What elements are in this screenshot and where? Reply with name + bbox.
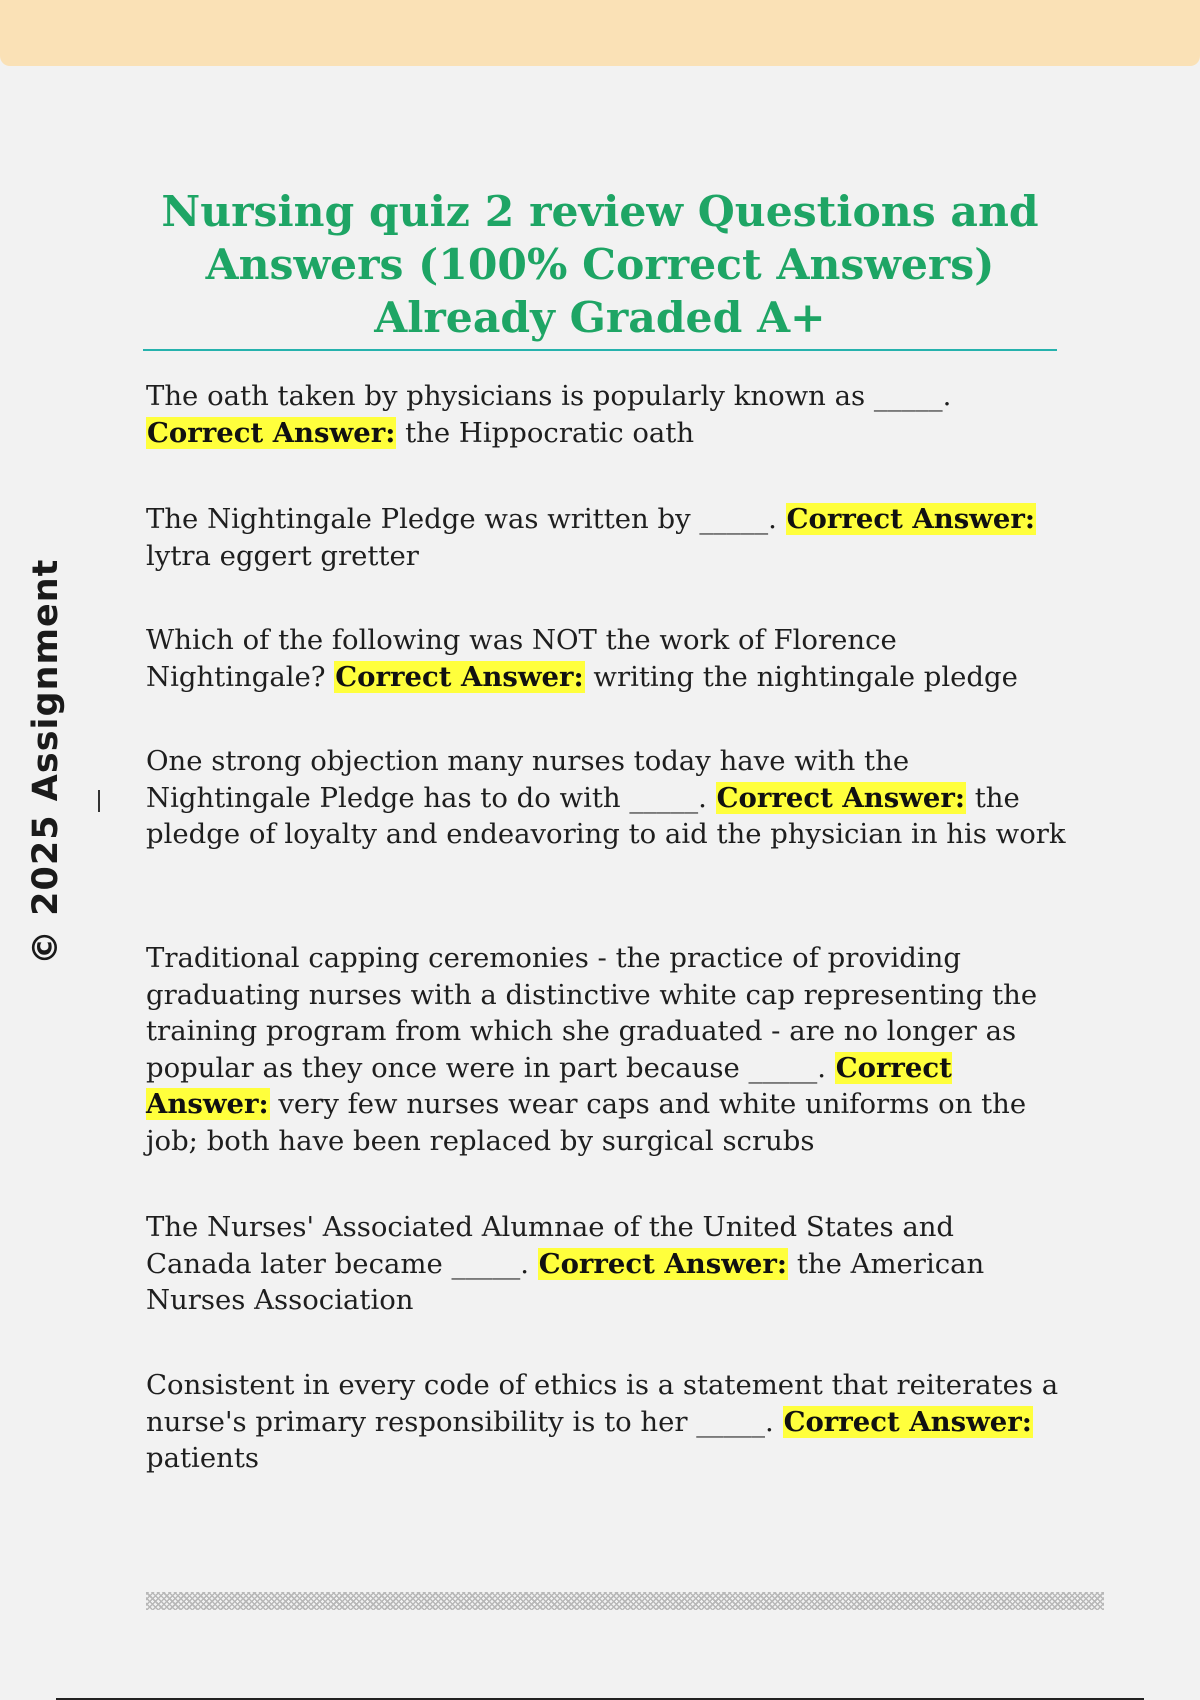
qa-item-1 xyxy=(146,378,1066,451)
qa-item-4 xyxy=(146,743,1066,853)
top-banner xyxy=(0,0,1200,66)
question-text: Consistent in every code of ethics is a statement that reiterates a nurse's primary responsibility is to her _____. xyxy=(146,1369,1059,1438)
watermark-tick xyxy=(98,790,100,812)
correct-answer-label: Correct Answer: xyxy=(716,781,965,814)
qa-item-3 xyxy=(146,622,1066,695)
correct-answer-label: Correct Answer: xyxy=(786,503,1035,535)
correct-answer-label: Correct Answer: xyxy=(783,1405,1032,1438)
question-text: Which of the following was NOT the work of Florence Nightingale? xyxy=(146,624,897,693)
question-text: Traditional capping ceremonies - the practice of providing graduating nurses with a distinctive white cap representing the training program from which she graduated - are no longer as popular as they once were in part because _____. xyxy=(146,942,1038,1084)
qa-item-7 xyxy=(146,1367,1066,1477)
answer-text: patients xyxy=(146,1442,259,1474)
title-block xyxy=(143,186,1057,351)
answer-text: very few nurses wear caps and white uniforms on the job; both have been replaced by surgical scrubs xyxy=(146,1088,1027,1157)
question-text: The Nightingale Pledge was written by _____. xyxy=(146,503,777,535)
question-text: The oath taken by physicians is popularly known as _____. xyxy=(146,380,952,412)
answer-text: the pledge of loyalty and endeavoring to aid the physician in his work xyxy=(146,781,1066,850)
qa-item-5 xyxy=(146,940,1066,1159)
correct-answer-label: Correct Answer: xyxy=(335,660,584,693)
correct-answer-label: Correct Answer: xyxy=(146,1051,952,1120)
qa-item-2 xyxy=(146,501,1066,574)
answer-text: writing the nightingale pledge xyxy=(593,660,1018,693)
answer-text: the Hippocratic oath xyxy=(405,416,695,449)
qa-item-6 xyxy=(146,1209,1066,1319)
answer-text: the American Nurses Association xyxy=(146,1247,985,1316)
footer-pattern-strip xyxy=(146,1592,1104,1610)
question-text: The Nurses' Associated Alumnae of the United States and Canada later became _____. xyxy=(146,1211,955,1280)
document-title: Nursing quiz 2 review Questions and Answers (100% Correct Answers) Already Graded A+ xyxy=(143,186,1057,351)
correct-answer-label: Correct Answer: xyxy=(147,416,396,449)
question-text: One strong objection many nurses today have with the Nightingale Pledge has to do with _____. xyxy=(146,745,910,814)
copyright-watermark: © 2025 Assignment xyxy=(26,558,66,965)
answer-text: lytra eggert gretter xyxy=(146,539,419,572)
correct-answer-label: Correct Answer: xyxy=(538,1247,788,1280)
